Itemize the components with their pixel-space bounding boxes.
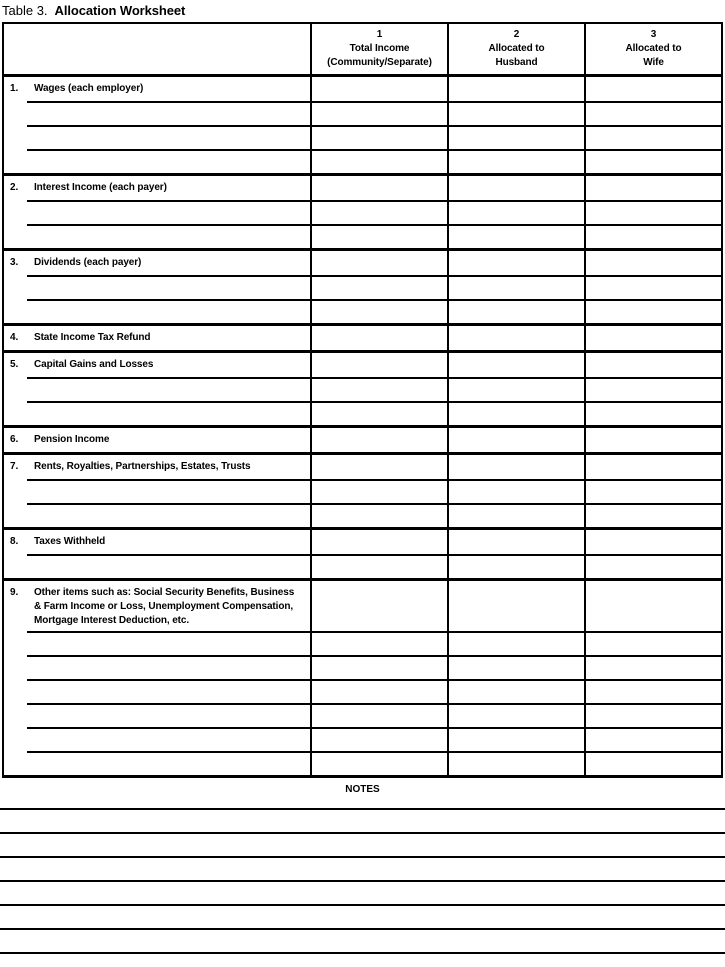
write-on-line [4, 479, 310, 503]
item-text: Pension Income [34, 434, 110, 445]
worksheet-item-7 [4, 455, 721, 530]
header-col-allocated-wife [584, 24, 721, 74]
item-text: Taxes Withheld [34, 536, 106, 547]
amount-cell [310, 125, 447, 149]
amount-cell [447, 275, 584, 299]
amount-cell [447, 200, 584, 224]
amount-cell [584, 428, 721, 452]
amount-cell [447, 251, 584, 275]
note-blank-line [0, 810, 725, 834]
amount-cell [584, 377, 721, 401]
amount-cell [447, 101, 584, 125]
amount-cell [310, 176, 447, 200]
amount-cell [447, 727, 584, 751]
amount-cell [584, 751, 721, 775]
worksheet-item-2 [4, 176, 721, 251]
amount-cell [310, 401, 447, 425]
amount-cell [310, 224, 447, 248]
amount-cell [447, 224, 584, 248]
header-col-allocated-husband [447, 24, 584, 74]
amount-cell [310, 77, 447, 101]
write-on-line [4, 275, 310, 299]
amount-cell [584, 275, 721, 299]
write-on-line [4, 679, 310, 703]
amount-cell [310, 581, 447, 631]
amount-cell [584, 703, 721, 727]
amount-cell [310, 326, 447, 350]
item-number: 9. [10, 587, 19, 598]
amount-cell [310, 428, 447, 452]
col-name-line1: Total Income [349, 43, 410, 54]
amount-cell [447, 631, 584, 655]
amount-cell [584, 299, 721, 323]
write-on-line [4, 655, 310, 679]
write-on-line [4, 101, 310, 125]
worksheet-item-6 [4, 428, 721, 455]
worksheet-item-4 [4, 326, 721, 353]
write-on-line [4, 149, 310, 173]
amount-cell [310, 503, 447, 527]
amount-cell [310, 631, 447, 655]
amount-cell [584, 503, 721, 527]
amount-cell [310, 299, 447, 323]
amount-cell [447, 503, 584, 527]
amount-cell [584, 125, 721, 149]
item-number: 8. [10, 536, 19, 547]
table-number-label: Table 3. [2, 3, 48, 18]
amount-cell [447, 377, 584, 401]
item-number: 1. [10, 83, 19, 94]
amount-cell [447, 176, 584, 200]
amount-cell [584, 77, 721, 101]
worksheet-item-9 [4, 581, 721, 775]
amount-cell [447, 401, 584, 425]
page-title [2, 3, 185, 18]
amount-cell [447, 428, 584, 452]
amount-cell [310, 655, 447, 679]
col-name-line1: Allocated to [625, 43, 682, 54]
amount-cell [447, 326, 584, 350]
write-on-line [4, 631, 310, 655]
header-blank-cell [4, 24, 310, 74]
worksheet-item-1 [4, 77, 721, 176]
amount-cell [447, 655, 584, 679]
write-on-line [4, 703, 310, 727]
amount-cell [447, 530, 584, 554]
item-text: Wages (each employer) [34, 83, 144, 94]
amount-cell [584, 581, 721, 631]
worksheet-header-row [4, 24, 721, 77]
amount-cell [310, 679, 447, 703]
worksheet-item-5 [4, 353, 721, 428]
write-on-line [4, 727, 310, 751]
item-text: Rents, Royalties, Partnerships, Estates, Trusts [34, 461, 251, 472]
amount-cell [584, 530, 721, 554]
item-text: Other items such as: Social Security Benefits, Business & Farm Income or Loss, Unemployment Compensation, Mortgage Interest Deduction, etc. [34, 587, 295, 626]
amount-cell [584, 224, 721, 248]
col-number: 2 [513, 29, 520, 40]
col-number: 1 [376, 29, 383, 40]
col-name-line2: Wife [643, 57, 664, 68]
amount-cell [584, 655, 721, 679]
write-on-line [4, 554, 310, 578]
amount-cell [584, 679, 721, 703]
item-text: Interest Income (each payer) [34, 182, 167, 193]
amount-cell [447, 554, 584, 578]
amount-cell [310, 554, 447, 578]
write-on-line [4, 224, 310, 248]
amount-cell [310, 275, 447, 299]
amount-cell [447, 125, 584, 149]
write-on-line [4, 751, 310, 775]
note-blank-line [0, 858, 725, 882]
write-on-line [4, 125, 310, 149]
amount-cell [310, 751, 447, 775]
note-blank-line [0, 930, 725, 954]
write-on-line [4, 377, 310, 401]
amount-cell [310, 251, 447, 275]
item-number: 2. [10, 182, 19, 193]
notes-section [0, 783, 725, 954]
item-text: Capital Gains and Losses [34, 359, 154, 370]
col-name-line1: Allocated to [488, 43, 545, 54]
amount-cell [310, 149, 447, 173]
amount-cell [584, 176, 721, 200]
write-on-line [4, 299, 310, 323]
amount-cell [447, 703, 584, 727]
amount-cell [310, 479, 447, 503]
amount-cell [447, 581, 584, 631]
item-number: 4. [10, 332, 19, 343]
header-col-total-income [310, 24, 447, 74]
write-on-line [4, 503, 310, 527]
write-on-line [4, 401, 310, 425]
worksheet-items [4, 77, 721, 775]
amount-cell [584, 554, 721, 578]
item-number: 3. [10, 257, 19, 268]
note-blank-line [0, 834, 725, 858]
note-blank-line [0, 882, 725, 906]
item-text: Dividends (each payer) [34, 257, 142, 268]
amount-cell [447, 149, 584, 173]
amount-cell [310, 353, 447, 377]
table-title-label: Allocation Worksheet [54, 3, 186, 18]
notes-lines [0, 796, 725, 954]
amount-cell [447, 479, 584, 503]
col-number: 3 [650, 29, 657, 40]
amount-cell [584, 631, 721, 655]
amount-cell [584, 455, 721, 479]
amount-cell [310, 200, 447, 224]
item-number: 5. [10, 359, 19, 370]
item-number: 7. [10, 461, 19, 472]
amount-cell [310, 530, 447, 554]
allocation-worksheet-table [2, 22, 723, 778]
amount-cell [584, 101, 721, 125]
amount-cell [584, 251, 721, 275]
worksheet-item-3 [4, 251, 721, 326]
note-blank-line [0, 906, 725, 930]
amount-cell [447, 299, 584, 323]
item-label [4, 326, 310, 350]
worksheet-item-8 [4, 530, 721, 581]
amount-cell [447, 77, 584, 101]
item-number: 6. [10, 434, 19, 445]
amount-cell [584, 149, 721, 173]
write-on-line [4, 200, 310, 224]
col-name-line2: (Community/Separate) [327, 57, 432, 68]
amount-cell [447, 751, 584, 775]
amount-cell [310, 101, 447, 125]
notes-heading: NOTES [345, 784, 380, 795]
item-text: State Income Tax Refund [34, 332, 151, 343]
amount-cell [584, 401, 721, 425]
amount-cell [584, 479, 721, 503]
item-label [4, 428, 310, 452]
amount-cell [310, 377, 447, 401]
col-name-line2: Husband [495, 57, 538, 68]
amount-cell [447, 679, 584, 703]
amount-cell [310, 727, 447, 751]
note-blank-line [0, 796, 725, 810]
amount-cell [584, 200, 721, 224]
amount-cell [447, 455, 584, 479]
amount-cell [310, 455, 447, 479]
amount-cell [584, 727, 721, 751]
amount-cell [310, 703, 447, 727]
amount-cell [584, 326, 721, 350]
amount-cell [584, 353, 721, 377]
amount-cell [447, 353, 584, 377]
